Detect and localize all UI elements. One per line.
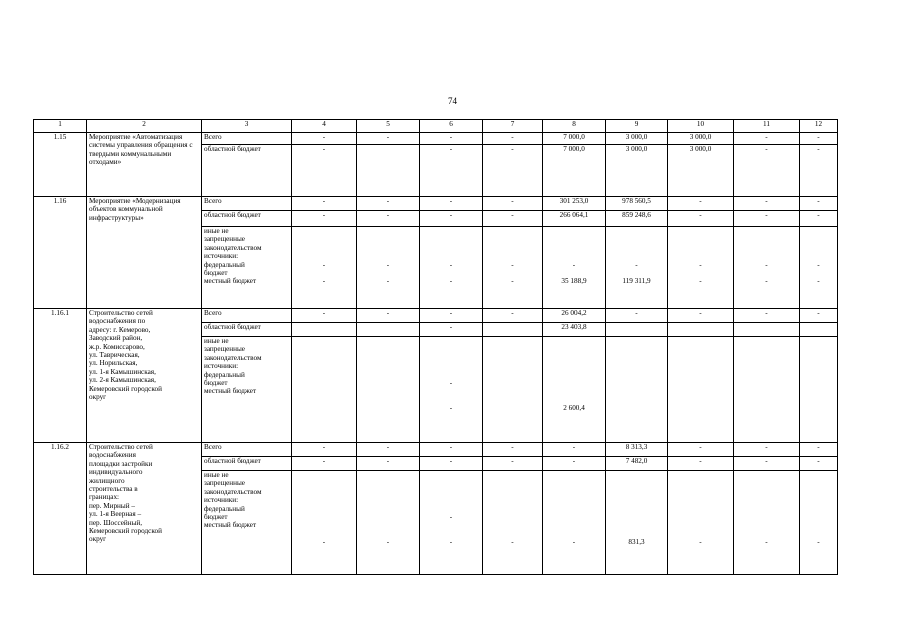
value-cell: - <box>668 443 734 457</box>
value-cell: - <box>668 197 734 211</box>
header-cell: 3 <box>202 120 292 133</box>
table-row <box>34 197 838 211</box>
item-number: 1.16.2 <box>34 443 87 575</box>
category-cell: областной бюджет <box>202 145 292 197</box>
category-cell: областной бюджет <box>202 211 292 227</box>
value-cell <box>800 337 838 443</box>
value-cell: - <box>420 323 483 337</box>
value-cell: 2 600,4 <box>543 337 606 443</box>
value-cell: 8 313,3 <box>606 443 668 457</box>
value-cell: - <box>800 211 838 227</box>
value-cell: - <box>420 211 483 227</box>
value-cell: - 35 188,9 <box>543 227 606 309</box>
item-number: 1.16.1 <box>34 309 87 443</box>
value-cell: - <box>543 443 606 457</box>
value-cell: - <box>734 197 800 211</box>
page-number: 74 <box>448 96 457 106</box>
value-cell: - <box>292 211 357 227</box>
value-cell: - <box>420 133 483 145</box>
value-cell: - - <box>668 227 734 309</box>
value-cell: - <box>483 133 543 145</box>
category-cell: иные не запрещенные законодательством источники: федеральный бюджет местный бюджет <box>202 337 292 443</box>
value-cell: - <box>483 197 543 211</box>
category-cell: Всего <box>202 197 292 211</box>
table-row <box>34 133 838 145</box>
value-cell: 3 000,0 <box>668 145 734 197</box>
header-cell: 11 <box>734 120 800 133</box>
value-cell: - <box>800 133 838 145</box>
value-cell: 7 482,0 <box>606 457 668 471</box>
value-cell: 7 000,0 <box>543 145 606 197</box>
value-cell <box>292 337 357 443</box>
value-cell: - <box>543 471 606 575</box>
item-number: 1.16 <box>34 197 87 309</box>
value-cell <box>668 337 734 443</box>
header-cell: 6 <box>420 120 483 133</box>
value-cell: 3 000,0 <box>668 133 734 145</box>
value-cell <box>483 337 543 443</box>
value-cell <box>292 323 357 337</box>
value-cell: - - <box>734 227 800 309</box>
value-cell: - <box>420 443 483 457</box>
header-cell: 12 <box>800 120 838 133</box>
value-cell: - <box>483 145 543 197</box>
value-cell: - <box>292 309 357 323</box>
value-cell: - <box>357 471 420 575</box>
header-cell: 10 <box>668 120 734 133</box>
category-cell: Всего <box>202 309 292 323</box>
value-cell <box>357 337 420 443</box>
value-cell: - - <box>483 227 543 309</box>
category-cell: Всего <box>202 133 292 145</box>
value-cell <box>800 323 838 337</box>
value-cell <box>606 337 668 443</box>
value-cell: - <box>357 457 420 471</box>
value-cell: - <box>357 443 420 457</box>
value-cell: - <box>357 211 420 227</box>
value-cell: - <box>357 133 420 145</box>
value-cell: - <box>668 211 734 227</box>
value-cell <box>668 323 734 337</box>
value-cell: - <box>734 457 800 471</box>
header-cell: 4 <box>292 120 357 133</box>
value-cell: 978 560,5 <box>606 197 668 211</box>
value-cell: - <box>734 443 800 457</box>
value-cell: 3 000,0 <box>606 133 668 145</box>
header-cell: 5 <box>357 120 420 133</box>
header-row <box>34 120 838 133</box>
value-cell: 23 403,8 <box>543 323 606 337</box>
value-cell: - <box>668 471 734 575</box>
value-cell: - - <box>357 227 420 309</box>
value-cell: - 119 311,9 <box>606 227 668 309</box>
value-cell: - <box>668 309 734 323</box>
value-cell: 3 000,0 <box>606 145 668 197</box>
value-cell: - <box>734 145 800 197</box>
value-cell: - <box>483 309 543 323</box>
value-cell: - - <box>292 227 357 309</box>
value-cell: - <box>483 443 543 457</box>
value-cell: - <box>734 133 800 145</box>
value-cell: - <box>800 471 838 575</box>
header-cell: 1 <box>34 120 87 133</box>
value-cell: - <box>292 457 357 471</box>
value-cell: 266 064,1 <box>543 211 606 227</box>
value-cell: - <box>734 211 800 227</box>
value-cell: - <box>543 457 606 471</box>
category-cell: иные не запрещенные законодательством источники: федеральный бюджет местный бюджет <box>202 227 292 309</box>
value-cell: - - <box>420 471 483 575</box>
value-cell <box>734 323 800 337</box>
value-cell <box>606 323 668 337</box>
value-cell: - <box>800 443 838 457</box>
value-cell: - <box>483 211 543 227</box>
header-cell: 7 <box>483 120 543 133</box>
value-cell: - <box>800 197 838 211</box>
value-cell: - <box>420 197 483 211</box>
value-cell: - <box>734 309 800 323</box>
value-cell: 301 253,0 <box>543 197 606 211</box>
value-cell: 831,3 <box>606 471 668 575</box>
value-cell: - <box>357 197 420 211</box>
category-cell: областной бюджет <box>202 323 292 337</box>
category-cell: Всего <box>202 443 292 457</box>
category-cell: иные не запрещенные законодательством источники: федеральный бюджет местный бюджет <box>202 471 292 575</box>
item-name: Строительство сетей водоснабжения площадки застройки индивидуального жилищного строительства в границах: пер. Мирный – ул. 1-я Веерная – пер. Шоссейный, Кемеровский городской округ <box>87 443 202 575</box>
value-cell: - <box>292 197 357 211</box>
value-cell: 859 248,6 <box>606 211 668 227</box>
value-cell <box>357 145 420 197</box>
value-cell: - - <box>420 227 483 309</box>
value-cell: - <box>668 457 734 471</box>
value-cell: - - <box>800 227 838 309</box>
header-cell: 8 <box>543 120 606 133</box>
value-cell: - <box>483 457 543 471</box>
value-cell: 7 000,0 <box>543 133 606 145</box>
item-name: Мероприятие «Автоматизация системы управления обращения с твердыми коммунальными отходами» <box>87 133 202 197</box>
value-cell: - <box>483 471 543 575</box>
header-cell: 9 <box>606 120 668 133</box>
category-cell: областной бюджет <box>202 457 292 471</box>
value-cell: 26 004,2 <box>543 309 606 323</box>
value-cell: - <box>800 145 838 197</box>
value-cell: - <box>800 457 838 471</box>
value-cell: - <box>420 145 483 197</box>
value-cell: - <box>292 471 357 575</box>
item-number: 1.15 <box>34 133 87 197</box>
value-cell: - <box>292 133 357 145</box>
value-cell: - <box>420 457 483 471</box>
value-cell: - <box>292 443 357 457</box>
header-cell: 2 <box>87 120 202 133</box>
table-row <box>34 443 838 457</box>
value-cell: - <box>800 309 838 323</box>
value-cell <box>734 337 800 443</box>
value-cell: - <box>606 309 668 323</box>
budget-table <box>33 119 838 575</box>
value-cell <box>357 323 420 337</box>
item-name: Мероприятие «Модернизация объектов коммунальной инфраструктуры» <box>87 197 202 309</box>
value-cell: - - <box>420 337 483 443</box>
value-cell <box>483 323 543 337</box>
value-cell: - <box>292 145 357 197</box>
value-cell: - <box>357 309 420 323</box>
table-row <box>34 309 838 323</box>
value-cell: - <box>420 309 483 323</box>
item-name: Строительство сетей водоснабжения по адресу: г. Кемерово, Заводский район, ж.р. Комиссарово, ул. Таврическая, ул. Норильская, ул. 1-я Камышинская, ул. 2-я Камышинская, Кемеровский городской округ <box>87 309 202 443</box>
value-cell: - <box>734 471 800 575</box>
